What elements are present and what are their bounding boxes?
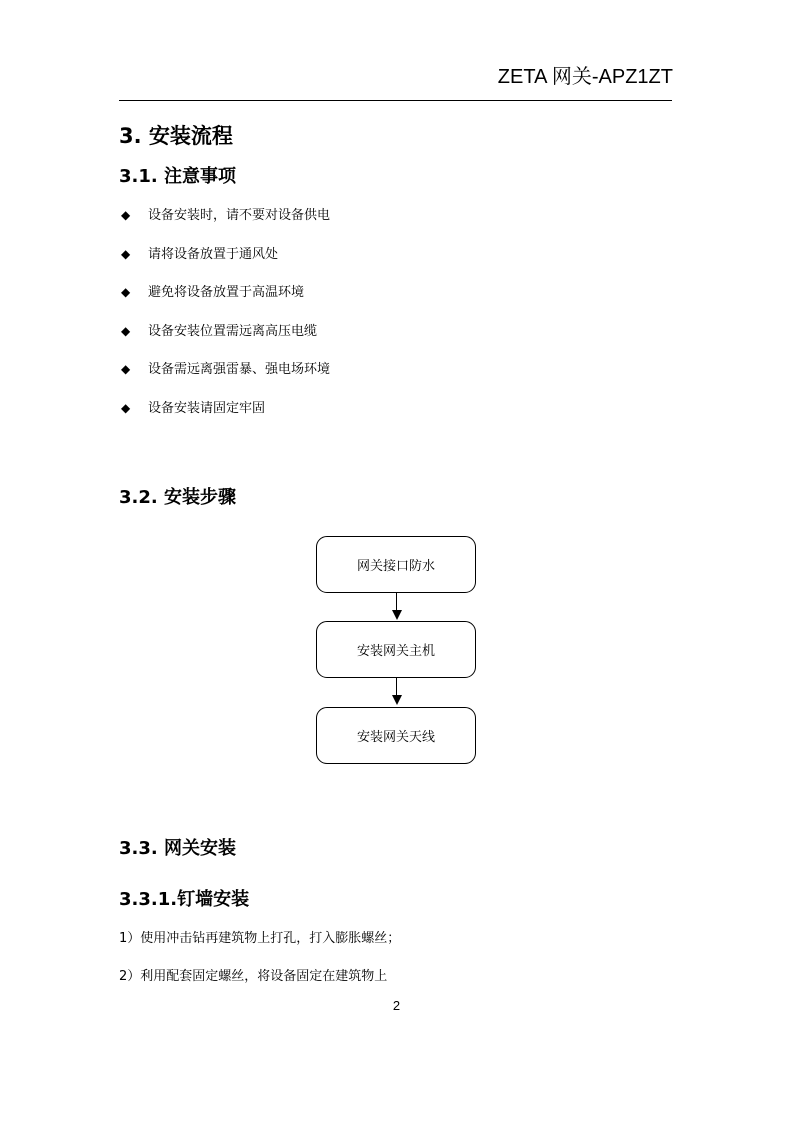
precaution-text: 设备安装请固定牢固 [148,400,266,416]
page-number: 2 [392,998,401,1013]
flow-step-waterproof: 网关接口防水 [316,536,476,593]
list-item [121,361,330,400]
section-3-1-heading: 3.1. 注意事项 [119,166,236,187]
flow-step-antenna: 安装网关天线 [316,707,476,764]
section-3-3-1-heading: 3.3.1.钉墙安装 [119,889,250,910]
flow-arrow-line [396,593,397,611]
wall-install-step-2: 2）利用配套固定螺丝，将设备固定在建筑物上 [119,969,388,984]
precaution-text: 设备需远离强雷暴、强电场环境 [148,362,331,377]
section-3-heading: 3. 安装流程 [119,124,233,148]
list-item [121,246,330,285]
precaution-text: 请将设备放置于通风处 [148,246,279,262]
arrow-down-icon [392,610,402,620]
diamond-bullet-icon: ◆ [121,285,131,299]
diamond-bullet-icon: ◆ [121,400,131,415]
precautions-list [121,207,330,438]
installation-flowchart [300,530,500,780]
list-item [121,284,330,323]
wall-install-step-1: 1）使用冲击钻再建筑物上打孔，打入膨胀螺丝； [119,931,401,946]
document-header-title: ZETA 网关-APZ1ZT [497,66,673,88]
list-item [121,207,330,246]
flow-step-host: 安装网关主机 [316,621,476,678]
list-item [121,400,330,439]
precaution-text: 设备安装时，请不要对设备供电 [148,208,331,223]
diamond-bullet-icon: ◆ [121,362,131,376]
diamond-bullet-icon: ◆ [121,323,131,338]
precaution-text: 设备安装位置需远离高压电缆 [148,323,318,339]
arrow-down-icon [392,695,402,705]
precaution-text: 避免将设备放置于高温环境 [148,285,305,300]
section-3-3-heading: 3.3. 网关安装 [119,838,236,859]
header-divider [119,100,672,101]
list-item [121,323,330,362]
flow-arrow-line [396,678,397,696]
diamond-bullet-icon: ◆ [121,246,131,261]
section-3-2-heading: 3.2. 安装步骤 [119,487,236,508]
diamond-bullet-icon: ◆ [121,208,131,222]
